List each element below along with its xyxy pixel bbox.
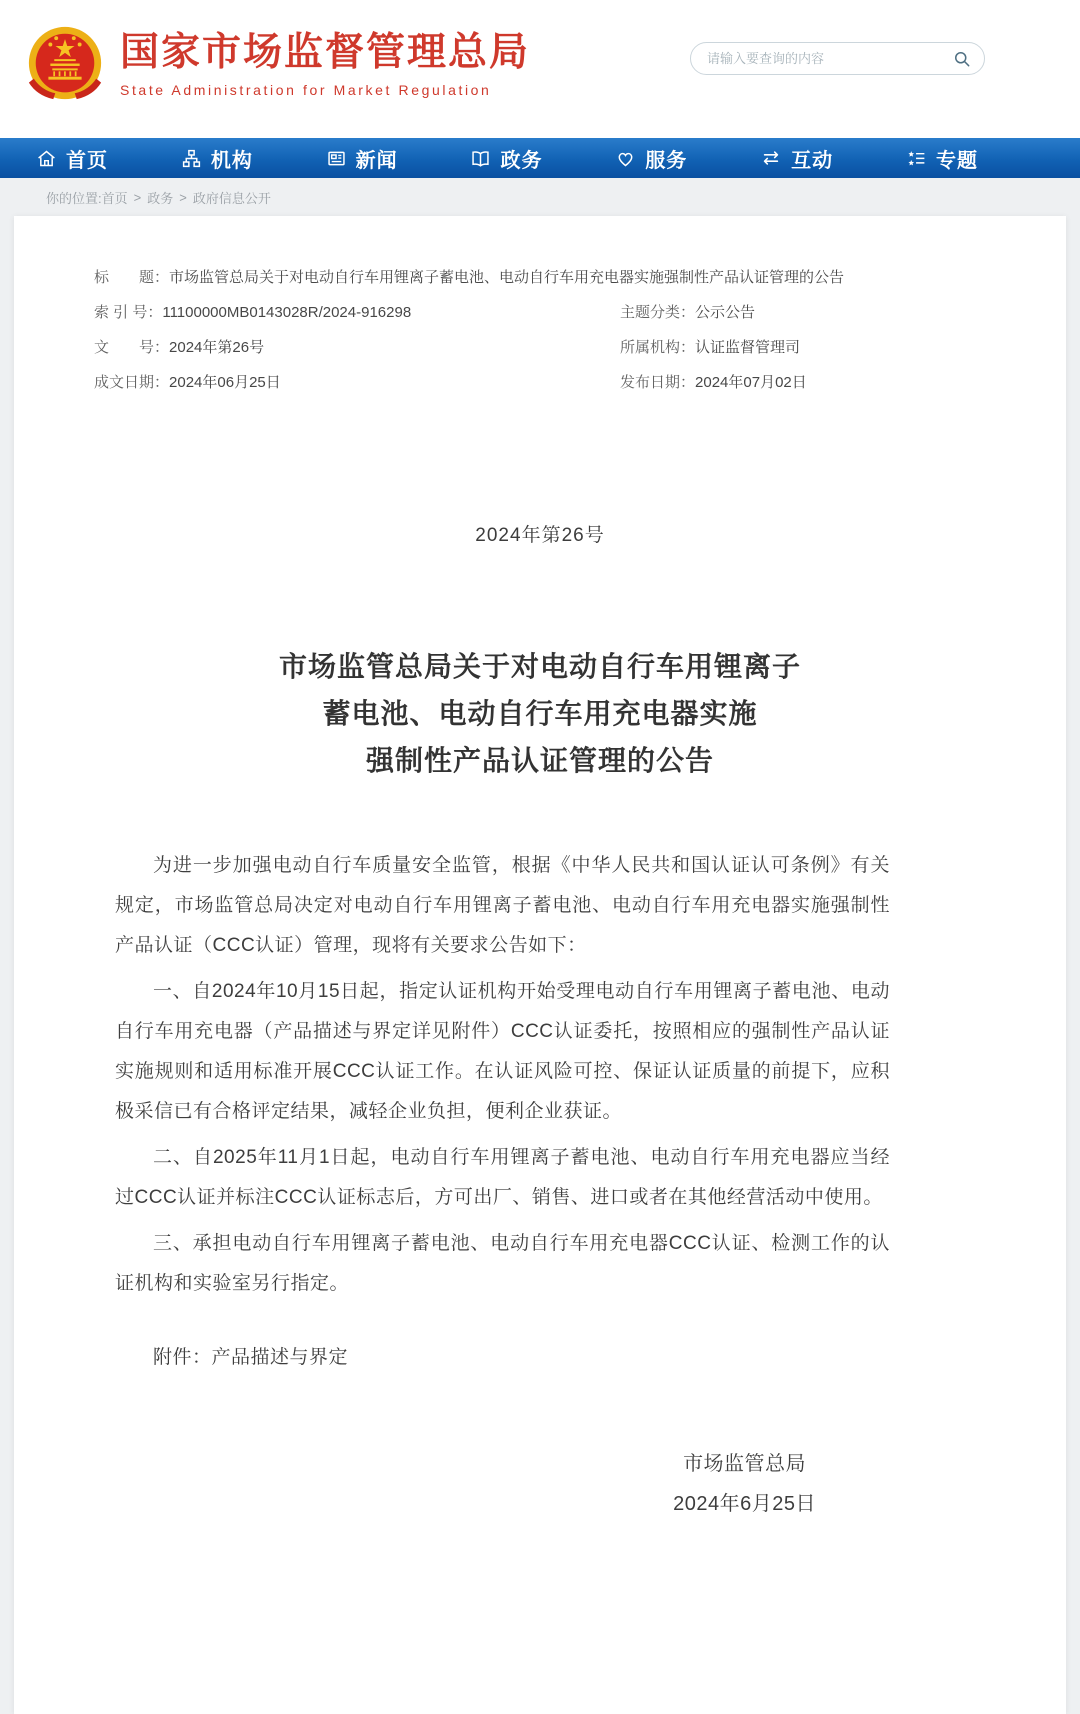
meta-cell — [620, 371, 807, 392]
doc-title — [14, 643, 1066, 784]
breadcrumb-link-gov[interactable]: 政务 — [147, 190, 174, 206]
gov-icon — [470, 148, 491, 169]
doc-paragraph-item-1: 一、自2024年10月15日起，指定认证机构开始受理电动自行车用锂离子蓄电池、电动自行车用充电器（产品描述与界定详见附件）CCC认证委托，按照相应的强制性产品认证实施规则和适用标准开展CCC认证工作。在认证风险可控、保证认证质量的前提下，应积极采信已有合格评定结果，减轻企业负担，便利企业获证。 — [115, 981, 890, 1122]
search-icon — [952, 49, 972, 69]
nav-item-label: 互动 — [791, 149, 834, 172]
meta-cell — [94, 266, 844, 287]
home-icon — [36, 148, 57, 169]
breadcrumb-link-home[interactable]: 首页 — [101, 190, 128, 206]
meta-value-doc-no: 2024年第26号 — [169, 339, 265, 356]
doc-body — [14, 846, 1066, 1524]
document-meta — [14, 216, 1066, 392]
news-icon — [326, 148, 347, 169]
meta-row-index — [94, 301, 1026, 322]
doc-paragraph-intro: 为进一步加强电动自行车质量安全监管，根据《中华人民共和国认证认可条例》有关规定，市场监管总局决定对电动自行车用锂离子蓄电池、电动自行车用充电器实施强制性产品认证（CCC认证）管理，现将有关要求公告如下： — [115, 855, 890, 956]
breadcrumb — [0, 178, 1080, 216]
site-header — [0, 0, 1080, 138]
breadcrumb-separator: > — [179, 189, 187, 205]
search-box[interactable] — [690, 42, 985, 75]
service-icon — [615, 148, 636, 169]
doc-title-line: 蓄电池、电动自行车用充电器实施 — [322, 698, 758, 729]
content-card — [14, 216, 1066, 1714]
meta-cell — [94, 371, 620, 392]
meta-row-dates — [94, 371, 1026, 392]
org-icon — [181, 148, 202, 169]
nav-item-gov[interactable] — [470, 144, 542, 173]
brand — [24, 24, 530, 106]
nav-item-label: 专题 — [935, 149, 978, 172]
meta-value-publish-date: 2024年07月02日 — [695, 374, 807, 391]
doc-attachment: 附件：产品描述与界定 — [153, 1347, 349, 1368]
meta-row-title — [94, 266, 1026, 287]
site-name-en: State Administration for Market Regulation — [120, 81, 492, 98]
meta-cell — [620, 301, 755, 322]
nav-item-orgs[interactable] — [181, 144, 253, 173]
meta-label-doc-no: 文 号： — [94, 339, 170, 356]
nav-item-news[interactable] — [326, 144, 398, 173]
signature-date: 2024年6月25日 — [673, 1493, 816, 1515]
nav-item-topics[interactable] — [906, 144, 978, 173]
topics-icon — [906, 148, 927, 169]
meta-label-topic-category: 主题分类： — [620, 304, 696, 321]
breadcrumb-link-info-disclosure[interactable]: 政府信息公开 — [192, 190, 271, 206]
meta-row-doc-no — [94, 336, 1026, 357]
meta-value-agency: 认证监督管理司 — [695, 339, 801, 356]
doc-paragraph-item-3: 三、承担电动自行车用锂离子蓄电池、电动自行车用充电器CCC认证、检测工作的认证机构和实验室另行指定。 — [115, 1233, 890, 1294]
nav-item-home[interactable] — [36, 144, 108, 173]
signature-agency: 市场监管总局 — [683, 1453, 807, 1475]
site-name: 国家市场监督管理总局 — [120, 31, 531, 75]
brand-text — [120, 32, 530, 98]
nav-item-interact[interactable] — [760, 144, 833, 173]
nav-item-label: 服务 — [645, 149, 688, 172]
meta-cell — [94, 301, 620, 322]
meta-label-index-no: 索 引 号： — [94, 304, 163, 321]
meta-value-written-date: 2024年06月25日 — [169, 374, 281, 391]
doc-number: 2024年第26号 — [475, 525, 605, 546]
doc-paragraph-item-2: 二、自2025年11月1日起，电动自行车用锂离子蓄电池、电动自行车用充电器应当经过CCC认证并标注CCC认证标志后，方可出厂、销售、进口或者在其他经营活动中使用。 — [115, 1147, 890, 1208]
national-emblem-logo — [24, 24, 106, 106]
meta-label-publish-date: 发布日期： — [620, 374, 696, 391]
breadcrumb-prefix: 你的位置: — [46, 190, 102, 206]
interact-icon — [760, 147, 782, 169]
meta-label-title: 标 题： — [94, 269, 170, 286]
signature-block — [673, 1444, 816, 1524]
nav-item-label: 首页 — [66, 149, 108, 172]
nav-item-label: 政务 — [500, 149, 543, 172]
nav-item-label: 机构 — [210, 149, 253, 172]
meta-value-title: 市场监管总局关于对电动自行车用锂离子蓄电池、电动自行车用充电器实施强制性产品认证管理的公告 — [169, 269, 845, 286]
nav-item-label: 新闻 — [355, 149, 398, 172]
meta-label-agency: 所属机构： — [620, 339, 696, 356]
meta-label-written-date: 成文日期： — [94, 374, 170, 391]
doc-signature — [115, 1444, 890, 1524]
meta-value-topic-category: 公示公告 — [695, 304, 756, 321]
doc-title-line: 强制性产品认证管理的公告 — [365, 745, 714, 776]
search-input[interactable] — [707, 51, 950, 66]
meta-cell — [94, 336, 620, 357]
meta-cell — [620, 336, 800, 357]
breadcrumb-separator: > — [133, 189, 142, 205]
doc-title-line: 市场监管总局关于对电动自行车用锂离子 — [278, 651, 801, 682]
meta-value-index-no: 11100000MB0143028R/2024-916298 — [162, 304, 412, 321]
search-button[interactable] — [950, 47, 974, 71]
main-nav — [0, 138, 1080, 178]
nav-item-services[interactable] — [615, 144, 687, 173]
